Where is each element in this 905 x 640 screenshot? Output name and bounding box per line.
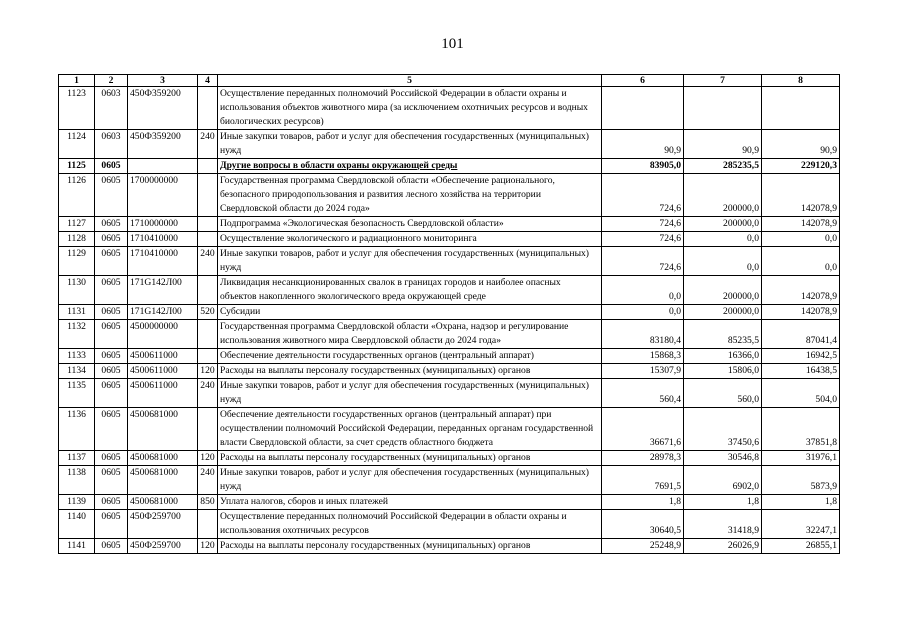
amount-col6-cell: 90,9 [602, 130, 684, 159]
amount-col6-cell: 83905,0 [602, 159, 684, 174]
description-cell: Государственная программа Свердловской области «Охрана, надзор и регулирование использования животного мира Свердловской области до 2024 года» [218, 320, 602, 349]
amount-col6-cell: 30640,5 [602, 510, 684, 539]
target-article-cell: 4500681000 [128, 408, 198, 451]
description-cell: Осуществление экологического и радиационного мониторинга [218, 232, 602, 247]
expense-type-cell [198, 276, 218, 305]
description-cell: Расходы на выплаты персоналу государственных (муниципальных) органов [218, 451, 602, 466]
budget-table-container [58, 74, 839, 554]
amount-col7-cell: 15806,0 [684, 364, 762, 379]
amount-col6-cell: 25248,9 [602, 539, 684, 554]
expense-type-cell [198, 408, 218, 451]
budget-table [58, 74, 840, 554]
amount-col6-cell: 15307,9 [602, 364, 684, 379]
section-code-cell: 0605 [95, 379, 128, 408]
row-number-cell: 1124 [59, 130, 95, 159]
amount-col7-cell: 37450,6 [684, 408, 762, 451]
description-cell: Обеспечение деятельности государственных органов (центральный аппарат) [218, 349, 602, 364]
table-row [59, 247, 840, 276]
description-cell: Ликвидация несанкционированных свалок в границах городов и наиболее опасных объектов накопленного экологического вреда окружающей среде [218, 276, 602, 305]
table-row [59, 159, 840, 174]
header-cell-2: 2 [95, 75, 128, 87]
amount-col6-cell: 36671,6 [602, 408, 684, 451]
expense-type-cell: 240 [198, 247, 218, 276]
target-article-cell: 4500611000 [128, 349, 198, 364]
section-code-cell: 0605 [95, 349, 128, 364]
expense-type-cell [198, 217, 218, 232]
amount-col8-cell [762, 87, 840, 130]
table-row [59, 232, 840, 247]
row-number-cell: 1130 [59, 276, 95, 305]
description-cell: Подпрограмма «Экологическая безопасность Свердловской области» [218, 217, 602, 232]
expense-type-cell [198, 174, 218, 217]
table-row [59, 495, 840, 510]
table-row [59, 174, 840, 217]
target-article-cell: 450Ф359200 [128, 130, 198, 159]
amount-col7-cell: 16366,0 [684, 349, 762, 364]
row-number-cell: 1137 [59, 451, 95, 466]
description-cell: Иные закупки товаров, работ и услуг для обеспечения государственных (муниципальных) нужд [218, 466, 602, 495]
amount-col8-cell: 90,9 [762, 130, 840, 159]
table-row [59, 276, 840, 305]
section-code-cell: 0603 [95, 87, 128, 130]
table-row [59, 320, 840, 349]
description-cell: Иные закупки товаров, работ и услуг для обеспечения государственных (муниципальных) нужд [218, 379, 602, 408]
description-cell: Субсидии [218, 305, 602, 320]
expense-type-cell: 240 [198, 466, 218, 495]
expense-type-cell [198, 320, 218, 349]
amount-col8-cell: 142078,9 [762, 276, 840, 305]
expense-type-cell [198, 232, 218, 247]
amount-col8-cell: 0,0 [762, 232, 840, 247]
section-code-cell: 0605 [95, 247, 128, 276]
target-article-cell: 4500681000 [128, 466, 198, 495]
section-code-cell: 0605 [95, 174, 128, 217]
section-code-cell: 0605 [95, 451, 128, 466]
row-number-cell: 1131 [59, 305, 95, 320]
section-code-cell: 0605 [95, 320, 128, 349]
amount-col6-cell: 7691,5 [602, 466, 684, 495]
row-number-cell: 1129 [59, 247, 95, 276]
expense-type-cell [198, 510, 218, 539]
target-article-cell: 450Ф259700 [128, 510, 198, 539]
section-code-cell: 0605 [95, 217, 128, 232]
section-code-cell: 0605 [95, 466, 128, 495]
amount-col7-cell: 1,8 [684, 495, 762, 510]
section-code-cell: 0605 [95, 364, 128, 379]
table-row [59, 130, 840, 159]
amount-col6-cell: 28978,3 [602, 451, 684, 466]
target-article-cell: 171G142Л00 [128, 305, 198, 320]
amount-col6-cell: 15868,3 [602, 349, 684, 364]
amount-col7-cell: 85235,5 [684, 320, 762, 349]
expense-type-cell: 120 [198, 451, 218, 466]
row-number-cell: 1134 [59, 364, 95, 379]
target-article-cell: 450Ф259700 [128, 539, 198, 554]
table-row [59, 379, 840, 408]
amount-col7-cell: 200000,0 [684, 174, 762, 217]
amount-col7-cell: 200000,0 [684, 276, 762, 305]
amount-col8-cell: 504,0 [762, 379, 840, 408]
table-row [59, 408, 840, 451]
section-code-cell: 0605 [95, 495, 128, 510]
row-number-cell: 1136 [59, 408, 95, 451]
section-code-cell: 0605 [95, 408, 128, 451]
amount-col6-cell: 724,6 [602, 247, 684, 276]
table-body [59, 87, 840, 554]
description-cell: Уплата налогов, сборов и иных платежей [218, 495, 602, 510]
table-row [59, 466, 840, 495]
amount-col6-cell: 1,8 [602, 495, 684, 510]
amount-col7-cell: 6902,0 [684, 466, 762, 495]
header-cell-8: 8 [762, 75, 840, 87]
amount-col6-cell: 560,4 [602, 379, 684, 408]
target-article-cell: 4500681000 [128, 451, 198, 466]
row-number-cell: 1138 [59, 466, 95, 495]
row-number-cell: 1135 [59, 379, 95, 408]
row-number-cell: 1139 [59, 495, 95, 510]
row-number-cell: 1141 [59, 539, 95, 554]
amount-col7-cell [684, 87, 762, 130]
amount-col7-cell: 0,0 [684, 232, 762, 247]
target-article-cell: 4500000000 [128, 320, 198, 349]
amount-col7-cell: 285235,5 [684, 159, 762, 174]
section-code-cell: 0605 [95, 232, 128, 247]
description-cell: Расходы на выплаты персоналу государственных (муниципальных) органов [218, 539, 602, 554]
row-number-cell: 1140 [59, 510, 95, 539]
amount-col6-cell: 0,0 [602, 276, 684, 305]
amount-col8-cell: 5873,9 [762, 466, 840, 495]
amount-col8-cell: 16942,5 [762, 349, 840, 364]
target-article-cell: 4500611000 [128, 364, 198, 379]
description-cell: Осуществление переданных полномочий Российской Федерации в области охраны и использования объектов животного мира (за исключением охотничьих ресурсов и водных биологических ресурсов) [218, 87, 602, 130]
section-code-cell: 0605 [95, 276, 128, 305]
header-cell-4: 4 [198, 75, 218, 87]
table-row [59, 510, 840, 539]
description-cell: Обеспечение деятельности государственных органов (центральный аппарат) при осуществлении полномочий Российской Федерации, переданных органам государственной власти Свердловской области, за счет средств областного бюджета [218, 408, 602, 451]
row-number-cell: 1132 [59, 320, 95, 349]
amount-col8-cell: 229120,3 [762, 159, 840, 174]
expense-type-cell: 120 [198, 364, 218, 379]
target-article-cell: 171G142Л00 [128, 276, 198, 305]
table-row [59, 451, 840, 466]
amount-col7-cell: 0,0 [684, 247, 762, 276]
target-article-cell: 1710410000 [128, 232, 198, 247]
amount-col8-cell: 142078,9 [762, 217, 840, 232]
expense-type-cell [198, 87, 218, 130]
header-cell-3: 3 [128, 75, 198, 87]
description-cell: Осуществление переданных полномочий Российской Федерации в области охраны и использования охотничьих ресурсов [218, 510, 602, 539]
row-number-cell: 1123 [59, 87, 95, 130]
amount-col7-cell: 30546,8 [684, 451, 762, 466]
table-row [59, 364, 840, 379]
amount-col8-cell: 87041,4 [762, 320, 840, 349]
target-article-cell [128, 159, 198, 174]
row-number-cell: 1127 [59, 217, 95, 232]
row-number-cell: 1125 [59, 159, 95, 174]
amount-col8-cell: 0,0 [762, 247, 840, 276]
amount-col7-cell: 31418,9 [684, 510, 762, 539]
amount-col8-cell: 142078,9 [762, 174, 840, 217]
amount-col7-cell: 90,9 [684, 130, 762, 159]
section-code-cell: 0605 [95, 305, 128, 320]
section-code-cell: 0605 [95, 539, 128, 554]
expense-type-cell: 850 [198, 495, 218, 510]
header-cell-5: 5 [218, 75, 602, 87]
amount-col6-cell [602, 87, 684, 130]
expense-type-cell: 520 [198, 305, 218, 320]
description-cell: Государственная программа Свердловской области «Обеспечение рационального, безопасного природопользования и развития лесного хозяйства на территории Свердловской области до 2024 года» [218, 174, 602, 217]
header-row [59, 75, 840, 87]
target-article-cell: 1710000000 [128, 217, 198, 232]
expense-type-cell: 240 [198, 379, 218, 408]
amount-col7-cell: 200000,0 [684, 305, 762, 320]
target-article-cell: 4500681000 [128, 495, 198, 510]
amount-col7-cell: 26026,9 [684, 539, 762, 554]
description-cell: Другие вопросы в области охраны окружающей среды [218, 159, 602, 174]
expense-type-cell [198, 349, 218, 364]
section-code-cell: 0605 [95, 159, 128, 174]
expense-type-cell: 240 [198, 130, 218, 159]
table-row [59, 539, 840, 554]
description-cell: Иные закупки товаров, работ и услуг для обеспечения государственных (муниципальных) нужд [218, 247, 602, 276]
table-row [59, 305, 840, 320]
amount-col7-cell: 560,0 [684, 379, 762, 408]
header-cell-1: 1 [59, 75, 95, 87]
amount-col8-cell: 37851,8 [762, 408, 840, 451]
target-article-cell: 1700000000 [128, 174, 198, 217]
amount-col8-cell: 142078,9 [762, 305, 840, 320]
table-row [59, 349, 840, 364]
table-row [59, 217, 840, 232]
row-number-cell: 1133 [59, 349, 95, 364]
target-article-cell: 4500611000 [128, 379, 198, 408]
amount-col8-cell: 16438,5 [762, 364, 840, 379]
amount-col6-cell: 724,6 [602, 217, 684, 232]
amount-col7-cell: 200000,0 [684, 217, 762, 232]
amount-col8-cell: 31976,1 [762, 451, 840, 466]
table-row [59, 87, 840, 130]
amount-col6-cell: 83180,4 [602, 320, 684, 349]
amount-col6-cell: 724,6 [602, 174, 684, 217]
amount-col6-cell: 0,0 [602, 305, 684, 320]
section-code-cell: 0605 [95, 510, 128, 539]
expense-type-cell: 120 [198, 539, 218, 554]
expense-type-cell [198, 159, 218, 174]
row-number-cell: 1128 [59, 232, 95, 247]
amount-col8-cell: 26855,1 [762, 539, 840, 554]
amount-col8-cell: 32247,1 [762, 510, 840, 539]
description-cell: Расходы на выплаты персоналу государственных (муниципальных) органов [218, 364, 602, 379]
page-number: 101 [441, 36, 464, 52]
amount-col8-cell: 1,8 [762, 495, 840, 510]
header-cell-7: 7 [684, 75, 762, 87]
section-code-cell: 0603 [95, 130, 128, 159]
target-article-cell: 1710410000 [128, 247, 198, 276]
description-cell: Иные закупки товаров, работ и услуг для обеспечения государственных (муниципальных) нужд [218, 130, 602, 159]
amount-col6-cell: 724,6 [602, 232, 684, 247]
header-cell-6: 6 [602, 75, 684, 87]
row-number-cell: 1126 [59, 174, 95, 217]
target-article-cell: 450Ф359200 [128, 87, 198, 130]
